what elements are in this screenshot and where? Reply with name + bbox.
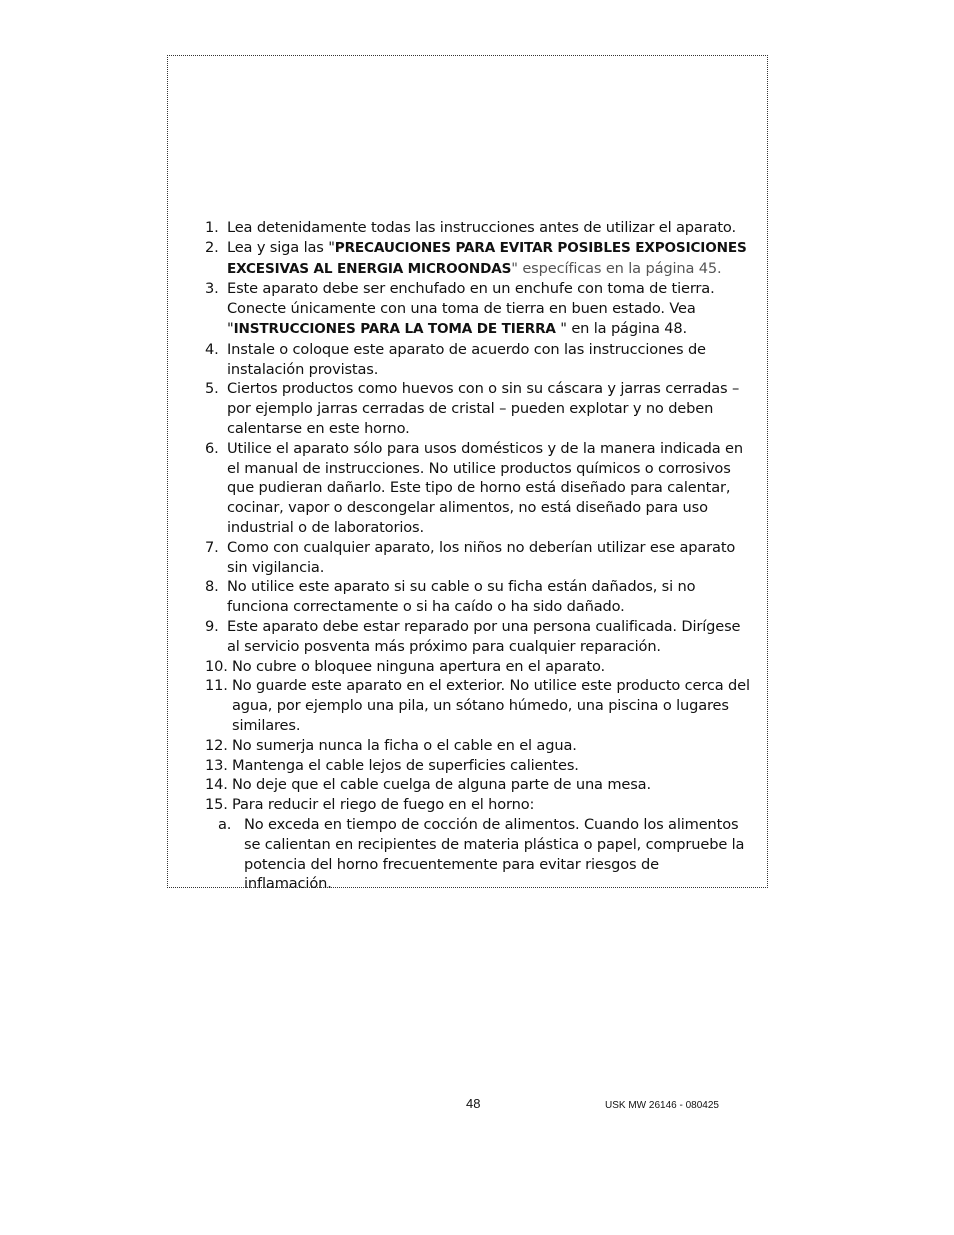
list-item-14	[205, 775, 750, 795]
list-item-8	[205, 577, 750, 617]
item-text	[227, 279, 750, 339]
item-text-bold: PRECAUCIONES PARA EVITAR POSIBLES EXPOSICIONES EXCESIVAS AL ENERGIA MICROONDAS	[227, 239, 747, 277]
item-text: No sumerja nunca la ficha o el cable en el agua.	[232, 736, 577, 754]
item-text: Mantenga el cable lejos de superficies calientes.	[232, 756, 579, 774]
list-item-10	[205, 657, 750, 677]
item-text: No utilice este aparato si su cable o su ficha están dañados, si no funciona correctamente o si ha caído o ha sido dañado.	[227, 578, 696, 616]
instructions-list	[205, 218, 750, 894]
item-number: 14.	[205, 776, 228, 794]
item-text: Para reducir el riego de fuego en el horno:	[232, 796, 535, 814]
item-text-pre: Este aparato debe ser enchufado en un enchufe con toma de tierra. Conecte únicamente con una toma de tierra en buen estado. Vea "	[227, 280, 715, 337]
document-code: USK MW 26146 - 080425	[605, 1100, 719, 1111]
item-text	[227, 238, 750, 280]
sub-item-a	[205, 815, 750, 894]
item-text-bold: INSTRUCCIONES PARA LA TOMA DE TIERRA	[233, 320, 556, 337]
item-number: 4.	[205, 340, 219, 358]
item-text-post: " en la página 48.	[555, 319, 688, 337]
list-item-15	[205, 795, 750, 815]
list-item-6	[205, 439, 750, 538]
item-number: 3.	[205, 280, 219, 298]
item-text: No cubre o bloquee ninguna apertura en el aparato.	[232, 657, 606, 675]
list-item-4	[205, 340, 750, 380]
item-text-post: " específicas en la página 45.	[511, 259, 722, 277]
item-number: 2.	[205, 238, 219, 256]
item-text: Utilice el aparato sólo para usos domésticos y de la manera indicada en el manual de instrucciones. No utilice productos químicos o corrosivos que pudieran dañarlo. Este tipo de horno está diseñado para calentar, cocinar, vapor o descongelar alimentos, no está diseñado para uso industrial o de laboratorios.	[227, 439, 743, 536]
item-number: 15.	[205, 796, 228, 814]
item-number: 8.	[205, 578, 219, 596]
item-number: 7.	[205, 538, 219, 556]
item-text: No deje que el cable cuelga de alguna parte de una mesa.	[232, 776, 651, 794]
list-item-13	[205, 756, 750, 776]
list-item-1	[205, 218, 750, 238]
item-number: 6.	[205, 439, 219, 457]
list-item-9	[205, 617, 750, 657]
item-number: 5.	[205, 380, 219, 398]
list-item-2	[205, 238, 750, 280]
item-number: 9.	[205, 617, 219, 635]
item-number: 11.	[205, 677, 228, 695]
item-text: Ciertos productos como huevos con o sin su cáscara y jarras cerradas – por ejemplo jarras cerradas de cristal – pueden explotar y no deben calentarse en este horno.	[227, 380, 740, 437]
list-item-7	[205, 538, 750, 578]
item-number: 10.	[205, 657, 228, 675]
list-item-3	[205, 279, 750, 339]
list-item-5	[205, 379, 750, 438]
item-number: 13.	[205, 756, 228, 774]
sub-item-text: No exceda en tiempo de cocción de alimentos. Cuando los alimentos se calientan en recipientes de materia plástica o papel, compruebe la potencia del horno frecuentemente para evitar riesgos de inflamación.	[244, 815, 745, 893]
item-text: Como con cualquier aparato, los niños no deberían utilizar ese aparato sin vigilancia.	[227, 538, 736, 576]
page-number: 48	[466, 1096, 481, 1111]
item-text: Lea detenidamente todas las instrucciones antes de utilizar el aparato.	[227, 219, 736, 236]
list-item-11	[205, 676, 750, 735]
item-number: 1.	[205, 219, 219, 236]
item-text: Instale o coloque este aparato de acuerdo con las instrucciones de instalación provistas.	[227, 340, 706, 378]
item-number: 12.	[205, 736, 228, 754]
item-text: Este aparato debe estar reparado por una persona cualificada. Dirígese al servicio posventa más próximo para cualquier reparación.	[227, 617, 741, 655]
item-text: No guarde este aparato en el exterior. No utilice este producto cerca del agua, por ejemplo una pila, un sótano húmedo, una piscina o lugares similares.	[232, 677, 750, 734]
sub-item-letter: a.	[218, 815, 232, 833]
list-item-12	[205, 736, 750, 756]
item-text-pre: Lea y siga las "	[227, 238, 335, 256]
